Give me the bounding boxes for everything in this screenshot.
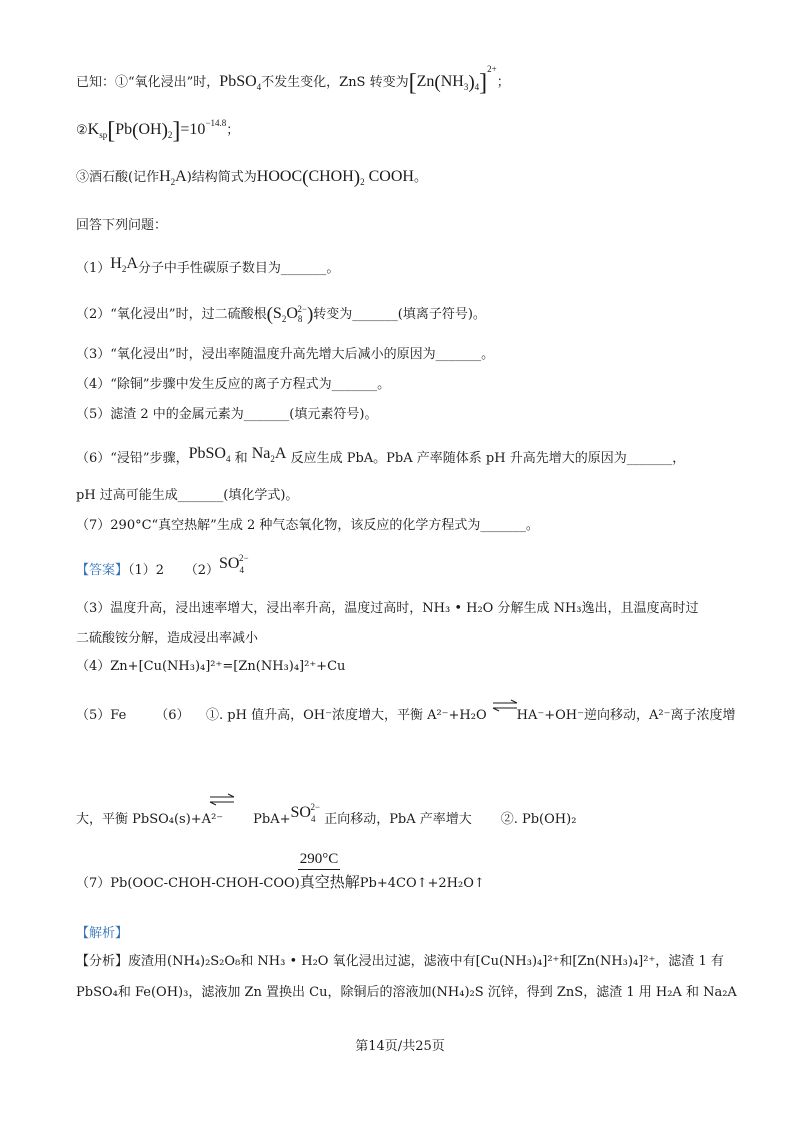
reaction-condition (286, 851, 352, 870)
formula-ksp: $K_{sp}[Pb(OH)_2]=10^{-14.8}$ (87, 118, 227, 144)
text: ② (76, 123, 88, 138)
text: ③酒石酸(记作 (76, 170, 160, 185)
questions-intro: 回答下列问题： (76, 218, 168, 233)
text: （7）Pb(OOC-CHOH-CHOH-COO) (76, 876, 300, 891)
text: ①. pH 值升高，OH⁻浓度增大，平衡 A²⁻+H₂O (206, 708, 487, 723)
formula-na2a: $Na_2A$ (251, 445, 287, 465)
formula-h2a: $H_2A$ (110, 255, 138, 275)
text: （2） (184, 563, 220, 578)
formula-so4: $SO_4^{2-}$ (290, 802, 321, 824)
question-5: （5）滤渣 2 中的金属元素为_______(填元素符号)。 (76, 407, 378, 422)
question-6-cont: pH 过高可能生成_______(填化学式)。 (76, 488, 299, 503)
known-line-2 (76, 119, 239, 143)
answer-3-line-2: 二硫酸铵分解，造成浸出率减小 (76, 631, 259, 646)
text: ； (226, 123, 240, 138)
text: Pb+4CO↑+2H₂O↑ (359, 876, 485, 891)
question-6 (76, 446, 685, 465)
formula-pbso4: PbSO$_4$ (219, 73, 262, 93)
analysis-line-2: PbSO₄和 Fe(OH)₃，滤液加 Zn 置换出 Cu，除铜后的溶液加(NH₄)₂S 沉锌，得到 ZnS，滤渣 1 用 H₂A 和 Na₂A (76, 985, 737, 1000)
equilibrium-arrow-icon (209, 793, 235, 807)
text: )结构简式为 (186, 170, 257, 185)
question-2 (76, 305, 486, 324)
answer-4: （4）Zn+[Cu(NH₃)₄]²⁺=[Zn(NH₃)₄]²⁺+Cu (76, 659, 346, 674)
text: （5）Fe (76, 708, 127, 723)
formula-so4: $SO_4^{2-}$ (219, 553, 249, 575)
analysis-line-1: 【分析】废渣用(NH₄)₂S₂O₈和 NH₃ • H₂O 氧化浸出过滤，滤液中有[Cu(NH₃)₄]²⁺和[Zn(NH₃)₄]²⁺，滤渣 1 有 (76, 954, 724, 969)
analysis-tag: 【解析】 (76, 926, 129, 941)
text: 反应生成 PbA。PbA 产率随体系 pH 升高先增大的原因为_______， (290, 451, 686, 466)
known-line-1 (76, 64, 510, 96)
formula-s2o8: $(S_2O_8^{2-})$ (266, 303, 314, 325)
text: 和 (234, 451, 248, 466)
text: 大，平衡 PbSO₄(s)+A²⁻ (76, 812, 224, 827)
text: （6） (155, 708, 190, 723)
formula-zn-complex: $[Zn(NH_3)_4]^{2+}$ (408, 64, 497, 96)
text: 不发生变化，ZnS 转变为 (261, 75, 409, 90)
text: 分子中手性碳原子数目为_______。 (137, 261, 340, 276)
text: 。 (413, 170, 427, 185)
formula-tartaric: $HOOC(CHOH)_2$ COOH (256, 167, 414, 188)
formula-h2a: $H_2A$ (159, 168, 187, 188)
formula-pbso4: PbSO$_4$ (188, 445, 231, 465)
text: （6）“浸铅”步骤， (76, 451, 189, 466)
condition-temperature: 290°C (298, 851, 341, 870)
question-7: （7）290°C“真空热解”生成 2 种气态氧化物，该反应的化学方程式为_______。 (76, 518, 539, 533)
answer-tag: 【答案】 (76, 563, 129, 578)
equilibrium-arrow-icon (492, 699, 518, 713)
text: （1） (76, 261, 111, 276)
answer-5-6 (76, 709, 735, 722)
answer-6-cont (76, 802, 577, 827)
text: （2）“氧化浸出”时，过二硫酸根 (76, 307, 267, 322)
text: 已知：①“氧化浸出”时， (76, 75, 220, 90)
text: PbA+ (253, 812, 291, 827)
question-4: （4）“除铜”步骤中发生反应的离子方程式为_______。 (76, 377, 391, 392)
answer-line-1 (76, 553, 249, 578)
condition-vacuum: 真空热解 (299, 875, 360, 891)
answer-7 (76, 876, 485, 891)
answer-3-line-1: （3）温度升高，浸出速率增大，浸出率升高，温度过高时，NH₃ • H₂O 分解生成 NH₃逸出，且温度高时过 (76, 601, 699, 616)
known-line-3 (76, 168, 427, 187)
text: （1）2 (128, 563, 165, 578)
text: 正向移动，PbA 产率增大 (324, 812, 472, 827)
question-3: （3）“氧化浸出”时，浸出率随温度升高先增大后减小的原因为_______。 (76, 347, 495, 362)
page-number: 第14页/共25页 (355, 1039, 445, 1054)
text: ②. Pb(OH)₂ (500, 812, 577, 827)
text: ； (496, 75, 510, 90)
question-1 (76, 256, 339, 275)
text: 转变为_______(填离子符号)。 (313, 307, 486, 322)
text: HA⁻+OH⁻逆向移动，A²⁻离子浓度增 (516, 708, 736, 723)
